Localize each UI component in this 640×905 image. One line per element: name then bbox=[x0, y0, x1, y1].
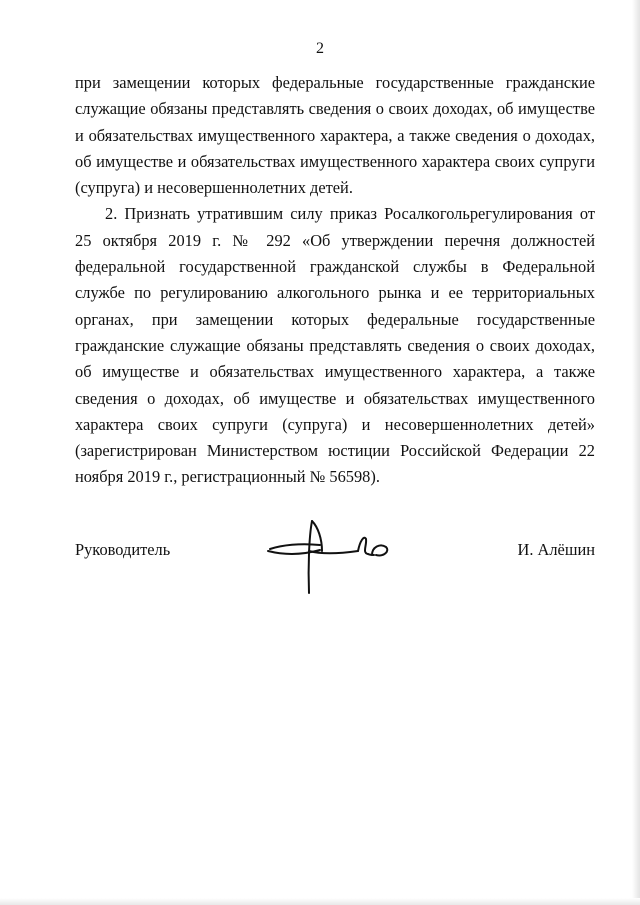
page-number: 2 bbox=[316, 40, 324, 57]
scan-edge-right bbox=[632, 0, 640, 905]
handwritten-signature bbox=[262, 517, 402, 597]
scan-edge-bottom bbox=[0, 898, 640, 905]
signer-name: И. Алёшин bbox=[517, 540, 595, 559]
paragraph-2: 2. Признать утратившим силу приказ Росалкогольрегулирования от 25 октября 2019 г. № 292 «Об утверждении перечня должностей федеральной государственной гражданской службы в Федеральной службе по регулированию алкогольного рынка и ее территориальных органах, при замещении которых федеральные государственные гражданские служащие обязаны представлять сведения о своих доходах, об имуществе и обязательствах имущественного характера, а также сведения о доходах, об имуществе и обязательствах имущественного характера своих супруги (супруга) и несовершеннолетних детей» (зарегистрирован Министерством юстиции Российской Федерации 22 ноября 2019 г., регистрационный № 56598). bbox=[75, 204, 595, 487]
signer-position: Руководитель bbox=[75, 540, 171, 559]
paragraph-continued: при замещении которых федеральные государственные гражданские служащие обязаны представлять сведения о своих доходах, об имуществе и обязательствах имущественного характера, а также сведения о доходах, об имуществе и обязательствах имущественного характера своих супруги (супруга) и несовершеннолетних детей. bbox=[75, 73, 595, 198]
document-body bbox=[75, 70, 595, 491]
